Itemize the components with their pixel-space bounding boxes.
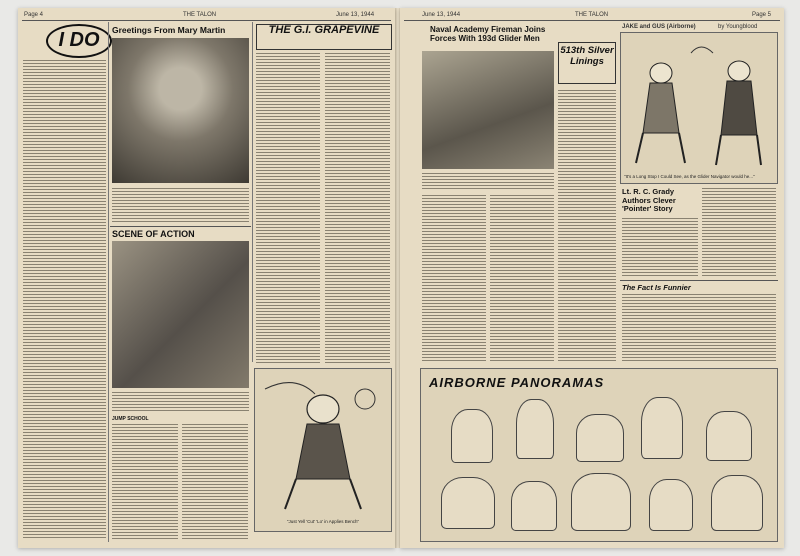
grapevine-text-2 [325, 53, 390, 363]
issue-date: June 13, 1944 [422, 12, 461, 18]
cartoon-drawing [255, 369, 391, 519]
section-rule [620, 280, 778, 281]
panoramas-title: AIRBORNE PANORAMAS [429, 375, 605, 390]
masthead: THE TALON [575, 12, 609, 18]
comic-drawing [621, 33, 777, 173]
photo-caption-text [112, 188, 249, 222]
panorama-figure-2 [516, 399, 554, 459]
comic-caption: "It's a Long Stop I Could See, as the Glider Navigator would he..." [624, 174, 755, 179]
masthead: THE TALON [183, 12, 217, 18]
grady-text-2 [702, 188, 776, 278]
ido-title: I DO [46, 24, 112, 58]
scene-caption-text [112, 392, 249, 412]
jake-gus-comic [620, 32, 778, 184]
lead-text-1 [422, 195, 486, 363]
jump-school-text-2 [182, 424, 248, 540]
section-rule [110, 226, 251, 227]
silver-linings-text [558, 90, 616, 363]
panorama-figure-1 [451, 409, 493, 463]
column-rule [108, 22, 109, 542]
scene-title: SCENE OF ACTION [112, 229, 195, 239]
grady-headline: Lt. R. C. Grady Authors Clever 'Pointer' Story [622, 187, 676, 213]
fact-text [622, 294, 776, 362]
left-page [18, 8, 395, 548]
panorama-figure-3 [576, 414, 624, 462]
cartoon-caption: "Just Yell 'Cut' 'Lo' in Applies Bench" [286, 519, 360, 524]
panorama-figure-5 [706, 411, 752, 461]
panorama-figure-8 [571, 473, 631, 531]
grady-text [622, 218, 698, 278]
cartoon-panel [254, 368, 392, 532]
jump-school-text-1 [112, 424, 178, 540]
lead-photo [422, 51, 554, 169]
right-page [400, 8, 784, 548]
column-rule-2 [252, 22, 253, 362]
grapevine-title: THE G.I. GRAPEVINE [256, 24, 392, 50]
panorama-figure-10 [711, 475, 763, 531]
ido-column-text [23, 60, 106, 538]
panorama-figure-6 [441, 477, 495, 529]
airborne-panoramas [420, 368, 778, 542]
issue-date: June 13, 1944 [336, 12, 375, 18]
scene-photo [112, 241, 249, 388]
page-number: Page 5 [752, 12, 772, 18]
silver-linings-title: 513th Silver Linings [558, 42, 616, 84]
panorama-figure-7 [511, 481, 557, 531]
mary-martin-photo [112, 38, 249, 183]
panorama-figure-4 [641, 397, 683, 459]
panorama-figure-9 [649, 479, 693, 531]
jump-school-head: JUMP SCHOOL [112, 416, 149, 422]
header-rule [404, 20, 780, 21]
grapevine-text-1 [256, 53, 320, 363]
jake-gus-title: JAKE and GUS (Airborne) [622, 24, 696, 30]
lead-headline: Naval Academy Fireman Joins Forces With 193d Glider Men [430, 25, 546, 43]
lead-photo-caption [422, 173, 554, 191]
page-number: Page 4 [24, 12, 44, 18]
fact-headline: The Fact Is Funnier [622, 283, 691, 292]
mary-martin-title: Greetings From Mary Martin [112, 25, 226, 35]
header-rule [22, 20, 391, 21]
lead-text-2 [490, 195, 554, 363]
jake-gus-byline: by Youngblood [718, 24, 758, 30]
